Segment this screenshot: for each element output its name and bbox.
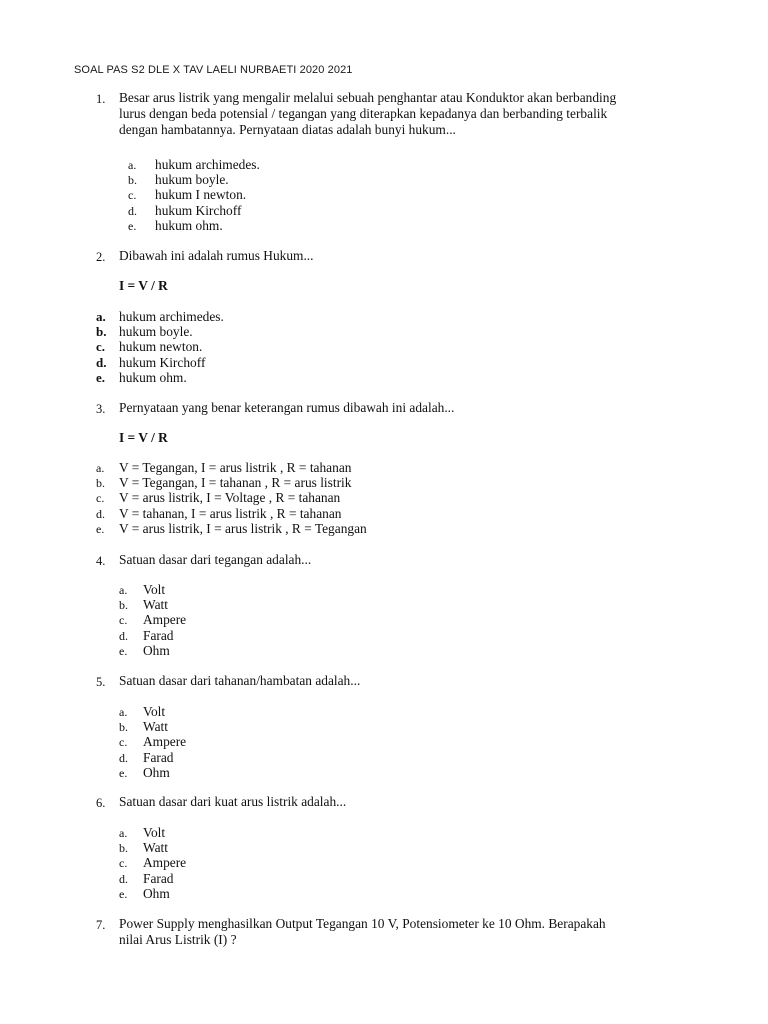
question-text	[119, 916, 709, 948]
option-text: hukum archimedes.	[155, 157, 260, 172]
option-letter: a.	[96, 309, 106, 324]
question-text	[119, 400, 709, 416]
option-text: Farad	[143, 870, 174, 886]
option-letter: d.	[128, 203, 137, 218]
option-letter: a.	[119, 826, 128, 840]
option-letter: b.	[128, 173, 137, 188]
option-letter: a.	[96, 461, 105, 475]
option-letter: e.	[119, 765, 128, 780]
option-letter: d.	[96, 354, 107, 370]
option-text: hukum archimedes.	[119, 309, 224, 324]
option-text: Volt	[143, 825, 166, 840]
option-letter: c.	[96, 491, 105, 506]
option-text: Watt	[143, 719, 168, 735]
option-letter: e.	[96, 369, 106, 385]
question-text-line: Besar arus listrik yang mengalir melalui sebuah penghantar atau Konduktor akan berbanding	[119, 90, 617, 105]
document-header: SOAL PAS S2 DLE X TAV LAELI NURBAETI 2020 2021	[74, 64, 353, 76]
option-letter: a.	[119, 583, 128, 597]
option-text: V = arus listrik, I = Voltage , R = tahanan	[119, 490, 341, 506]
question-text-line: nilai Arus Listrik (I) ?	[119, 932, 237, 947]
option-text: hukum Kirchoff	[155, 202, 242, 218]
option-letter: d.	[119, 750, 128, 765]
question-text-line: Satuan dasar dari tegangan adalah...	[119, 552, 312, 567]
question-number: 4.	[96, 554, 106, 568]
option-text: Volt	[143, 582, 166, 597]
option-text: Volt	[143, 704, 166, 719]
option-text: Farad	[143, 749, 174, 765]
option-text: hukum I newton.	[155, 187, 247, 203]
option-text: Ampere	[143, 612, 187, 628]
question-text-line: lurus dengan beda potensial / tegangan yang diterapkan kepadanya dan berbanding terbalik	[119, 106, 608, 121]
option-letter: d.	[119, 628, 128, 643]
question-text	[119, 552, 709, 568]
option-letter: a.	[119, 705, 128, 719]
option-letter: e.	[128, 218, 137, 233]
option-text: hukum ohm.	[155, 217, 223, 233]
option-text: V = tahanan, I = arus listrik , R = tahanan	[119, 505, 342, 521]
question-number: 2.	[96, 250, 106, 264]
option-letter: c.	[119, 856, 128, 871]
option-text: hukum Kirchoff	[119, 354, 206, 370]
option-letter: e.	[119, 643, 128, 658]
formula: I = V / R	[119, 430, 168, 445]
option-text: V = Tegangan, I = arus listrik , R = tahanan	[119, 460, 352, 475]
question-text-line: dengan hambatannya. Pernyataan diatas adalah bunyi hukum...	[119, 122, 456, 137]
question-text	[119, 248, 709, 264]
option-letter: c.	[119, 735, 128, 750]
option-letter: b.	[119, 841, 128, 856]
question-text-line: Power Supply menghasilkan Output Tegangan 10 V, Potensiometer ke 10 Ohm. Berapakah	[119, 916, 606, 931]
option-letter: b.	[96, 476, 105, 491]
option-letter: c.	[96, 339, 106, 355]
option-text: Watt	[143, 597, 168, 613]
question-text-line: Dibawah ini adalah rumus Hukum...	[119, 248, 314, 263]
option-letter: e.	[119, 886, 128, 901]
option-letter: b.	[119, 720, 128, 735]
question-text-line: Pernyataan yang benar keterangan rumus dibawah ini adalah...	[119, 400, 455, 415]
option-text: hukum ohm.	[119, 369, 187, 385]
option-letter: b.	[96, 324, 107, 340]
question-text-line: Satuan dasar dari kuat arus listrik adalah...	[119, 794, 347, 809]
option-text: V = Tegangan, I = tahanan , R = arus listrik	[119, 475, 352, 491]
option-text: hukum boyle.	[155, 172, 229, 188]
option-letter: a.	[128, 158, 137, 172]
question-text	[119, 794, 709, 810]
question-number: 6.	[96, 796, 106, 810]
option-text: Watt	[143, 840, 168, 856]
option-text: hukum boyle.	[119, 324, 193, 340]
option-letter: e.	[96, 521, 105, 536]
option-letter: b.	[119, 598, 128, 613]
option-text: Ampere	[143, 855, 187, 871]
question-text-line: Satuan dasar dari tahanan/hambatan adalah...	[119, 673, 361, 688]
question-number: 5.	[96, 675, 106, 689]
question-number: 7.	[96, 918, 106, 932]
question-text	[119, 673, 709, 689]
option-text: Ampere	[143, 734, 187, 750]
option-text: V = arus listrik, I = arus listrik , R = Tegangan	[119, 520, 367, 536]
option-text: hukum newton.	[119, 339, 203, 355]
option-letter: d.	[96, 506, 105, 521]
question-text	[119, 90, 709, 138]
option-letter: d.	[119, 871, 128, 886]
option-text: Ohm	[143, 885, 170, 901]
option-letter: c.	[128, 188, 137, 203]
option-letter: c.	[119, 613, 128, 628]
formula: I = V / R	[119, 278, 168, 293]
option-text: Ohm	[143, 642, 170, 658]
option-text: Farad	[143, 627, 174, 643]
option-text: Ohm	[143, 764, 170, 780]
question-number: 1.	[96, 92, 106, 106]
question-number: 3.	[96, 402, 106, 416]
